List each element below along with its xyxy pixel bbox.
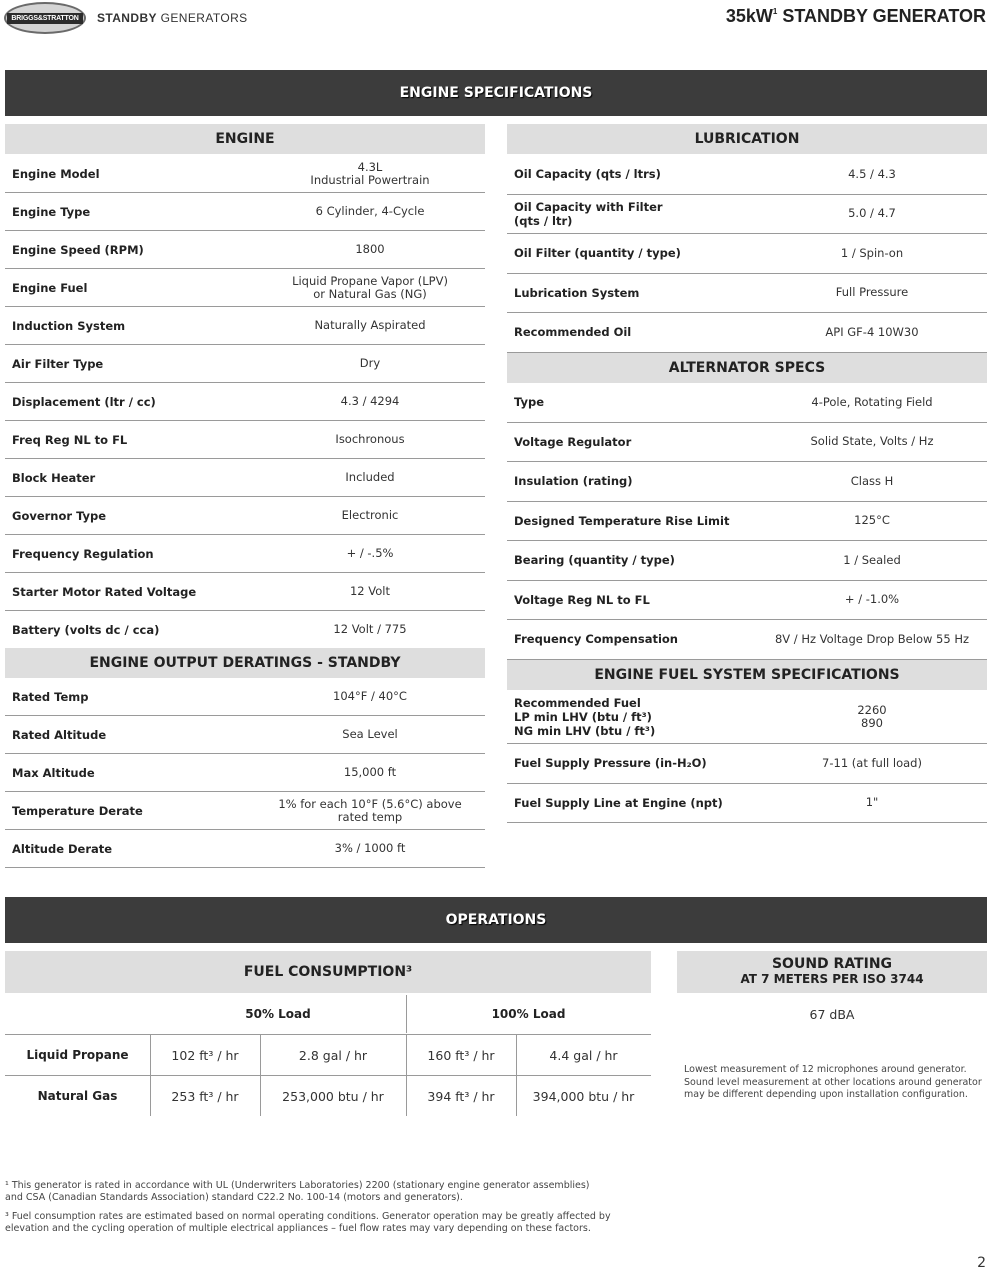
- title-footnote-marker: 1: [772, 7, 778, 16]
- sound-rating-heading: SOUND RATING: [771, 956, 893, 972]
- spec-row: [507, 744, 987, 784]
- spec-label: Oil Filter (quantity / type): [514, 246, 681, 261]
- spec-row: [5, 716, 485, 754]
- spec-row: [507, 462, 987, 502]
- alternator-section-title: ALTERNATOR SPECS: [507, 353, 987, 383]
- spec-value: Sea Level: [342, 727, 398, 741]
- spec-value: 12 Volt / 775: [333, 622, 407, 636]
- spec-value: Dry: [359, 356, 381, 370]
- spec-value: API GF-4 10W30: [825, 324, 919, 339]
- footnote-1: ¹ This generator is rated in accordance with UL (Underwriters Laboratories) 2200 (stationary engine generator assemblies) and CSA (Canadian Standards Association) standard C22.2 No. 100-14 (motors and generators).: [5, 1180, 590, 1203]
- spec-row: [507, 581, 987, 621]
- document-title: [726, 6, 986, 27]
- title-main: 35kW: [725, 6, 773, 26]
- spec-row: [5, 269, 485, 307]
- col-divider: [406, 1035, 407, 1116]
- spec-label: Voltage Regulator: [514, 434, 632, 449]
- spec-row: [507, 541, 987, 581]
- spec-label: Starter Motor Rated Voltage: [12, 584, 197, 599]
- spec-label: Voltage Reg NL to FL: [514, 592, 650, 607]
- spec-row: [5, 497, 485, 535]
- spec-row: [5, 155, 485, 193]
- header-divider: [406, 995, 407, 1033]
- logo-text: BRIGGS&STRATTON: [7, 13, 82, 24]
- spec-label: Bearing (quantity / type): [514, 553, 675, 568]
- spec-value: Isochronous: [335, 432, 405, 446]
- fuel-cell: 160 ft³ / hr: [427, 1047, 495, 1063]
- spec-value: Electronic: [341, 508, 399, 522]
- spec-row: [507, 502, 987, 542]
- title-rest: STANDBY GENERATOR: [777, 6, 986, 26]
- spec-value: 4.3 / 4294: [340, 394, 400, 408]
- spec-label: Induction System: [12, 318, 126, 333]
- spec-value: 1 / Spin-on: [840, 245, 904, 260]
- spec-row: [507, 195, 987, 235]
- spec-value: 1% for each 10°F (5.6°C) above rated temp: [278, 796, 462, 824]
- spec-label: Rated Altitude: [12, 727, 107, 742]
- spec-row: [5, 754, 485, 792]
- spec-row: [5, 611, 485, 649]
- spec-label: Rated Temp: [12, 689, 89, 704]
- spec-label: Recommended Fuel LP min LHV (btu / ft³) NG min LHV (btu / ft³): [514, 695, 656, 738]
- brand-rest: GENERATORS: [156, 11, 248, 25]
- page-header: [0, 0, 1000, 40]
- spec-row: [5, 535, 485, 573]
- spec-value: 8V / Hz Voltage Drop Below 55 Hz: [774, 631, 970, 646]
- load-100-header: 100% Load: [491, 1007, 566, 1021]
- spec-row: [5, 231, 485, 269]
- engine-specifications-band: ENGINE SPECIFICATIONS: [5, 70, 987, 116]
- spec-row: [5, 307, 485, 345]
- col-divider: [260, 1035, 261, 1116]
- spec-label: Displacement (ltr / cc): [12, 394, 156, 409]
- spec-row: [5, 830, 485, 868]
- spec-label: Frequency Regulation: [12, 546, 154, 561]
- spec-row: [5, 383, 485, 421]
- sound-rating-title: [677, 951, 987, 993]
- spec-label: Recommended Oil: [514, 325, 632, 340]
- spec-label: Freq Reg NL to FL: [12, 432, 128, 447]
- spec-label: Temperature Derate: [12, 803, 143, 818]
- spec-value: 1 / Sealed: [843, 552, 901, 567]
- fuel-consumption-title: FUEL CONSUMPTION³: [5, 951, 651, 993]
- sound-rating-subtitle: AT 7 METERS PER ISO 3744: [740, 972, 924, 986]
- spec-label: Oil Capacity (qts / ltrs): [514, 167, 661, 182]
- briggs-stratton-logo: [4, 2, 86, 34]
- brand-title: [97, 11, 248, 25]
- fuel-cell: 102 ft³ / hr: [171, 1047, 239, 1063]
- spec-label: Governor Type: [12, 508, 107, 523]
- sound-rating-value: 67 dBA: [809, 1006, 855, 1022]
- fuel-row-label: Liquid Propane: [26, 1048, 129, 1062]
- spec-value: 4.3L Industrial Powertrain: [310, 159, 430, 187]
- spec-value: Liquid Propane Vapor (LPV) or Natural Gas (NG): [292, 273, 448, 301]
- fuel-system-section-title: ENGINE FUEL SYSTEM SPECIFICATIONS: [507, 660, 987, 690]
- lubrication-section-title: LUBRICATION: [507, 124, 987, 154]
- spec-value: 3% / 1000 ft: [334, 841, 406, 855]
- spec-value: 15,000 ft: [343, 765, 397, 779]
- spec-value: Naturally Aspirated: [314, 318, 426, 332]
- spec-label: Battery (volts dc / cca): [12, 622, 160, 637]
- spec-row: [507, 423, 987, 463]
- spec-value: + / -.5%: [346, 546, 394, 560]
- col-divider: [516, 1035, 517, 1116]
- spec-row: [5, 459, 485, 497]
- fuel-cell: 394,000 btu / hr: [532, 1088, 635, 1104]
- sound-rating-note: Lowest measurement of 12 microphones around generator. Sound level measurement at other locations around generator may be different depending upon installation configuration.: [684, 1064, 982, 1100]
- deratings-section-title: ENGINE OUTPUT DERATINGS - STANDBY: [5, 648, 485, 678]
- spec-label: Engine Fuel: [12, 280, 88, 295]
- spec-label: Engine Model: [12, 166, 100, 181]
- fuel-row-label: Natural Gas: [37, 1089, 118, 1103]
- spec-value: 125°C: [854, 513, 890, 528]
- spec-row: [507, 155, 987, 195]
- spec-row: [507, 784, 987, 824]
- spec-label: Air Filter Type: [12, 356, 104, 371]
- spec-row: [507, 620, 987, 660]
- fuel-cell: 394 ft³ / hr: [427, 1088, 495, 1104]
- fuel-cell: 253 ft³ / hr: [171, 1088, 239, 1104]
- spec-row: [507, 690, 987, 744]
- spec-value: Included: [345, 470, 395, 484]
- spec-row: [507, 234, 987, 274]
- spec-row: [5, 678, 485, 716]
- fuel-cell: 2.8 gal / hr: [298, 1047, 368, 1063]
- fuel-cell: 4.4 gal / hr: [549, 1047, 618, 1063]
- spec-label: Oil Capacity with Filter (qts / ltr): [514, 199, 663, 228]
- spec-value: 12 Volt: [349, 584, 390, 598]
- spec-value: 2260 890: [857, 702, 887, 730]
- spec-value: 1": [865, 795, 879, 810]
- spec-value: 4-Pole, Rotating Field: [811, 394, 933, 409]
- spec-label: Designed Temperature Rise Limit: [514, 513, 730, 528]
- spec-label: Altitude Derate: [12, 841, 113, 856]
- footnote-3: ³ Fuel consumption rates are estimated based on normal operating conditions. Generator operation may be greatly affected by elevation and the cycling operation of multiple electrical appliances – fuel flow rates may vary depending on these factors.: [5, 1211, 611, 1234]
- col-divider: [150, 1035, 151, 1116]
- brand-bold: STANDBY: [97, 11, 157, 25]
- spec-row: [5, 792, 485, 830]
- spec-label: Insulation (rating): [514, 474, 633, 489]
- spec-value: Solid State, Volts / Hz: [810, 434, 934, 449]
- spec-label: Fuel Supply Line at Engine (npt): [514, 795, 723, 810]
- spec-value: 4.5 / 4.3: [848, 166, 896, 181]
- spec-label: Max Altitude: [12, 765, 95, 780]
- spec-value: 6 Cylinder, 4-Cycle: [315, 204, 425, 218]
- fuel-cell: 253,000 btu / hr: [282, 1088, 384, 1104]
- spec-value: Full Pressure: [835, 285, 909, 300]
- spec-value: 7-11 (at full load): [822, 755, 922, 770]
- load-50-header: 50% Load: [245, 1007, 311, 1021]
- operations-band: OPERATIONS: [5, 897, 987, 943]
- spec-value: 104°F / 40°C: [333, 689, 407, 703]
- spec-value: 1800: [355, 242, 385, 256]
- spec-label: Type: [514, 395, 545, 410]
- spec-value: 5.0 / 4.7: [848, 206, 896, 221]
- spec-label: Engine Speed (RPM): [12, 242, 144, 257]
- spec-row: [5, 573, 485, 611]
- page-number: 2: [977, 1255, 986, 1271]
- spec-row: [507, 274, 987, 314]
- spec-label: Lubrication System: [514, 285, 640, 300]
- spec-row: [5, 421, 485, 459]
- spec-label: Fuel Supply Pressure (in-H₂O): [514, 756, 707, 771]
- spec-row: [507, 313, 987, 353]
- spec-label: Frequency Compensation: [514, 632, 678, 647]
- spec-label: Engine Type: [12, 204, 91, 219]
- spec-row: [5, 193, 485, 231]
- engine-section-title: ENGINE: [5, 124, 485, 154]
- spec-value: Class H: [850, 473, 894, 488]
- spec-value: + / -1.0%: [844, 592, 900, 607]
- spec-row: [5, 345, 485, 383]
- spec-label: Block Heater: [12, 470, 96, 485]
- spec-row: [507, 383, 987, 423]
